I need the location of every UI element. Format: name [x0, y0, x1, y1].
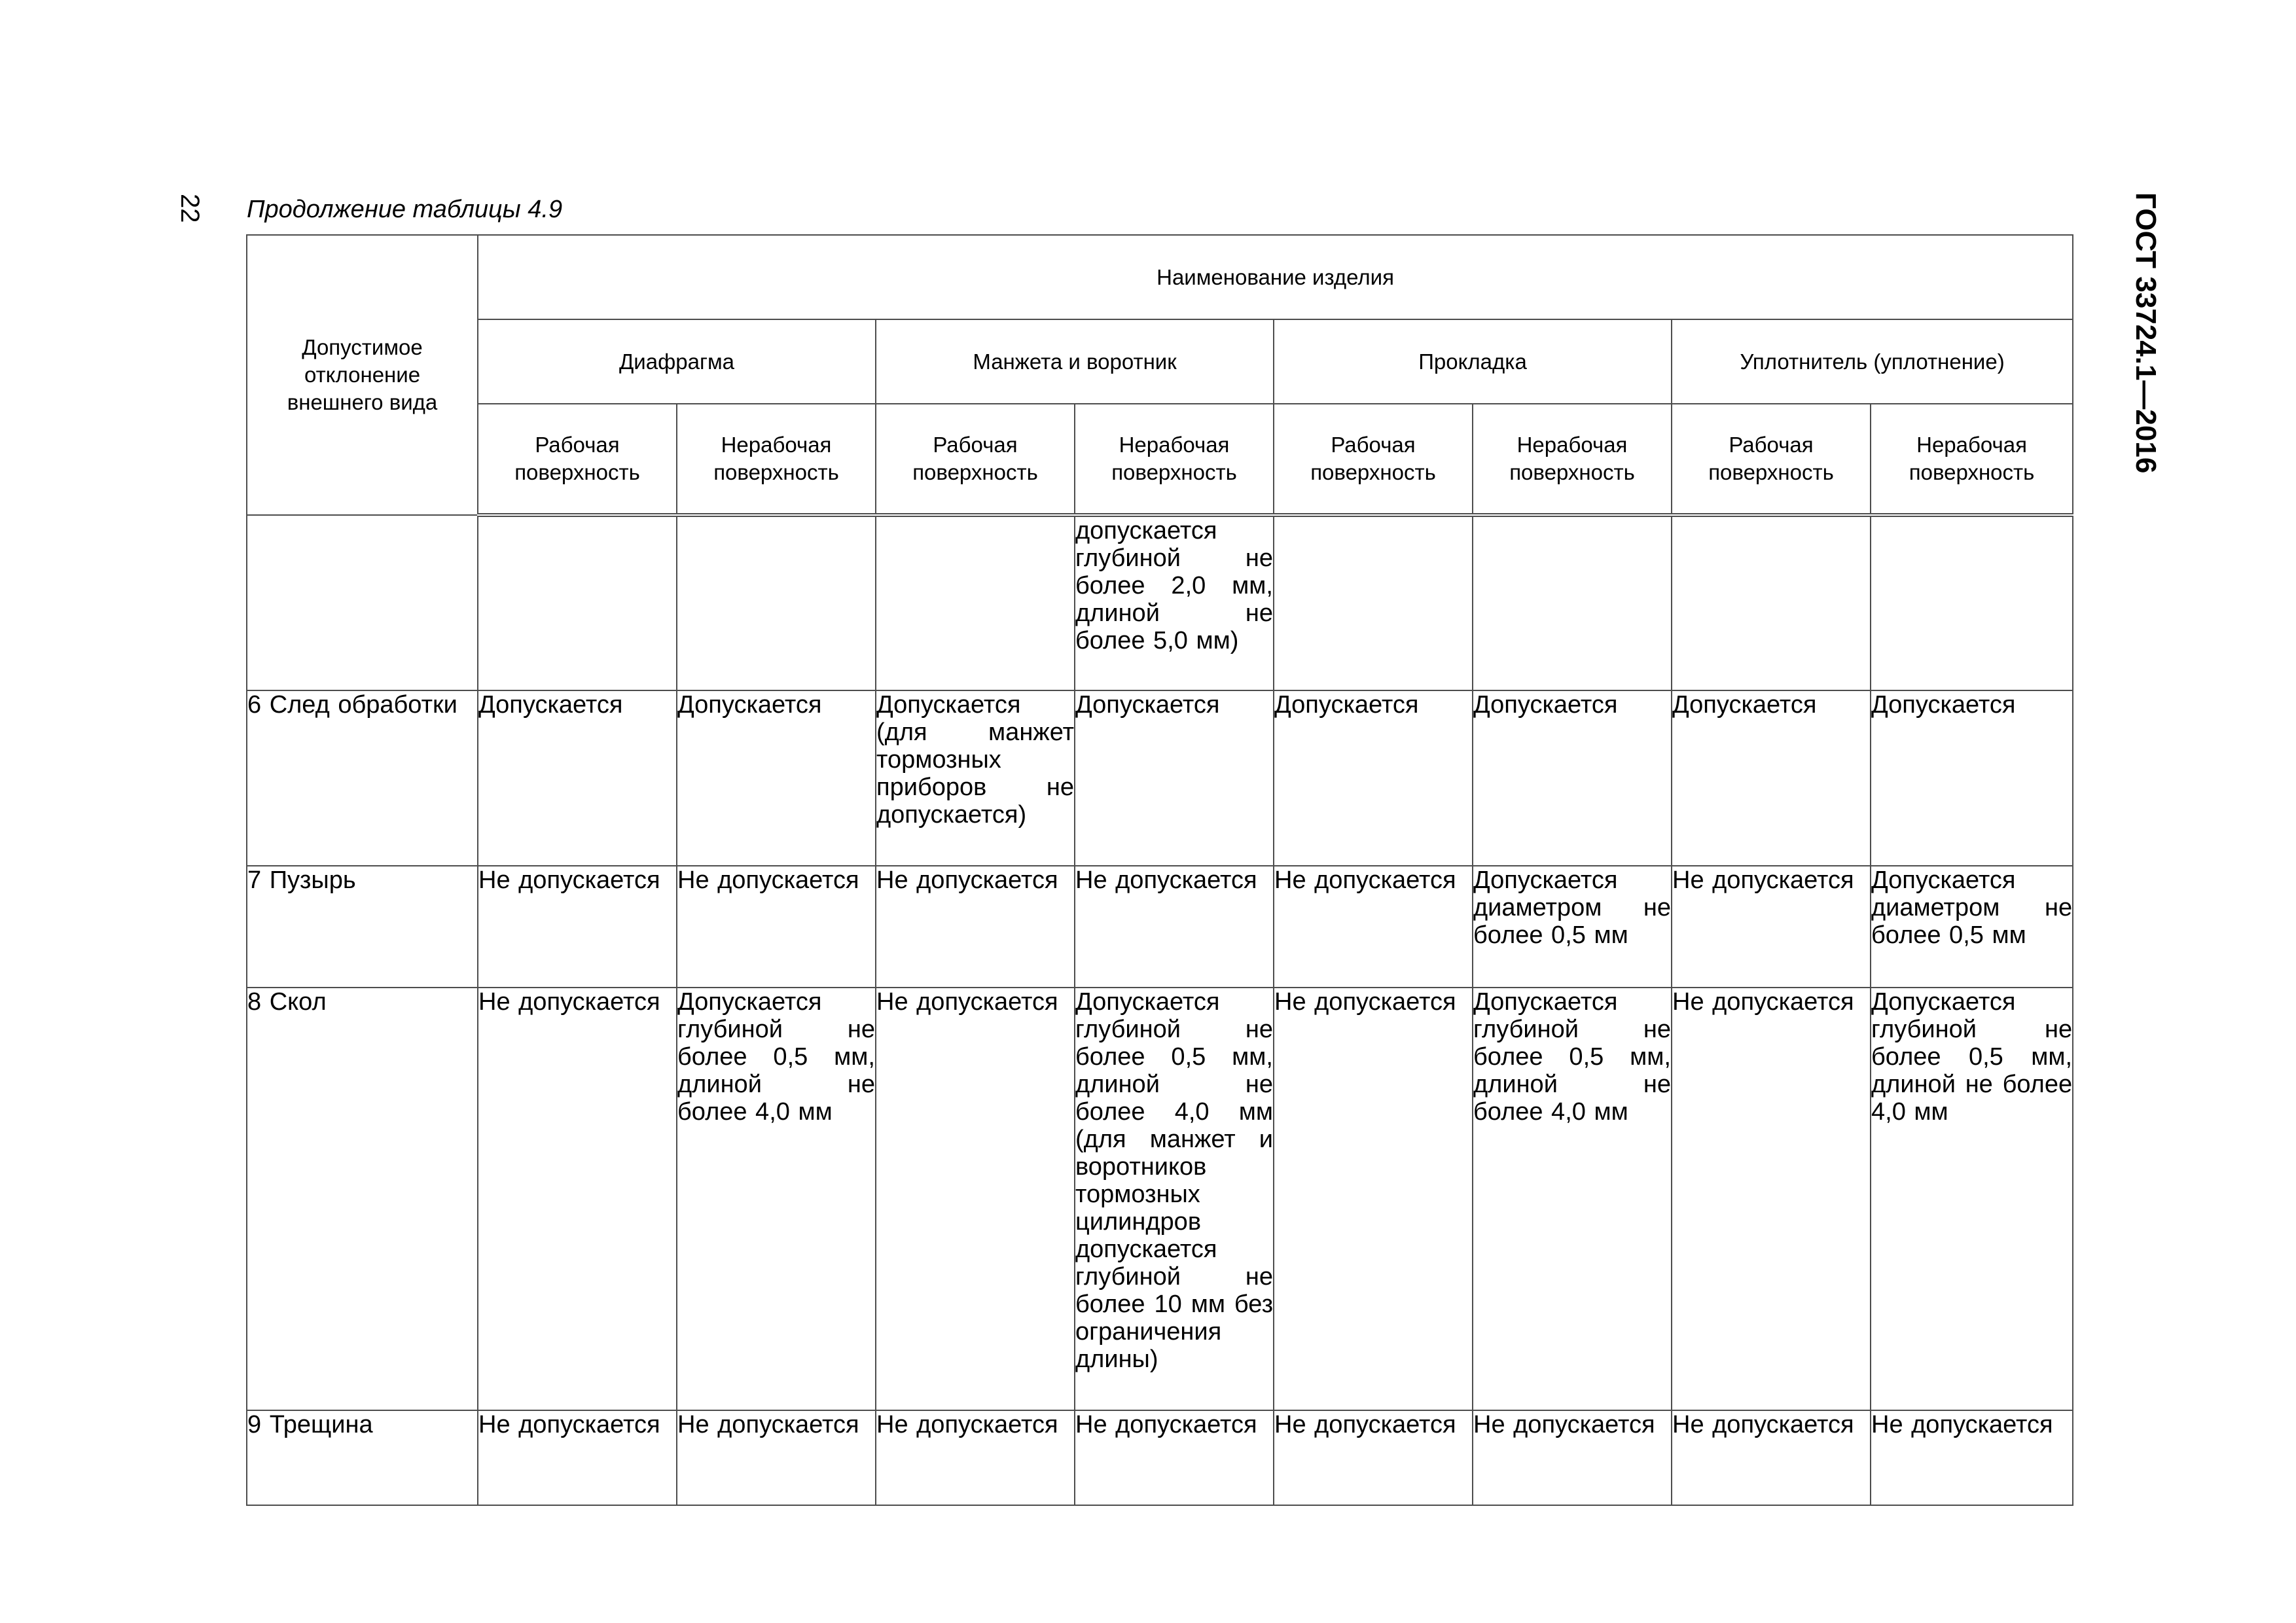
table-cell: Допускается	[1473, 690, 1672, 866]
surface-header-cell	[1473, 404, 1672, 515]
table-cell: Не допускается	[876, 866, 1075, 988]
table-cell: Не допускается	[478, 866, 677, 988]
product-header: Наименование изделия	[478, 235, 2073, 319]
table-cell	[1274, 515, 1473, 690]
deviation-label: 7 Пузырь	[247, 866, 478, 988]
table-cell	[478, 515, 677, 690]
table-cell: Не допускается	[478, 988, 677, 1410]
table-cell: Допускается	[1274, 690, 1473, 866]
surface-header-cell	[1274, 404, 1473, 515]
table-cell: Допускается глубиной не более 0,5 мм, длиной не более 4,0 мм	[1473, 988, 1672, 1410]
product-header-cell: Прокладка	[1274, 319, 1672, 404]
table-cell: Допускается (для манжет тормозных приборов не допускается)	[876, 690, 1075, 866]
table-cell: Допускается	[1871, 690, 2073, 866]
table-cell: Не допускается	[1075, 866, 1274, 988]
table-cell: Не допускается	[677, 866, 876, 988]
table-cell: Не допускается	[1672, 988, 1871, 1410]
table-row	[247, 866, 2073, 988]
table-cell	[1871, 515, 2073, 690]
surface-header-text: Рабочая поверхность	[1708, 433, 1834, 484]
table-caption: Продолжение таблицы 4.9	[247, 196, 563, 223]
surface-header-text: Рабочая поверхность	[514, 433, 640, 484]
corner-header-text: Допустимое отклонение внешнего вида	[287, 335, 438, 414]
table-row	[247, 988, 2073, 1410]
table-row	[247, 1410, 2073, 1505]
surface-header-text: Рабочая поверхность	[912, 433, 1038, 484]
surface-header-cell	[1075, 404, 1274, 515]
surface-header-text: Нерабочая поверхность	[1909, 433, 2035, 484]
table-cell: Допускается	[677, 690, 876, 866]
surface-header-text: Нерабочая поверхность	[1111, 433, 1237, 484]
table-row	[247, 690, 2073, 866]
table-cell	[876, 515, 1075, 690]
table-cell: Не допускается	[1274, 866, 1473, 988]
table-cell: Допускается глубиной не более 0,5 мм, длиной не более 4,0 мм	[677, 988, 876, 1410]
surface-header-text: Рабочая поверхность	[1310, 433, 1436, 484]
table-row	[247, 515, 2073, 690]
corner-header	[247, 235, 478, 515]
table-cell: Не допускается	[677, 1410, 876, 1505]
surface-header-text: Нерабочая поверхность	[713, 433, 839, 484]
product-header-cell: Манжета и воротник	[876, 319, 1274, 404]
table-cell	[1672, 515, 1871, 690]
deviation-label: 6 След обработки	[247, 690, 478, 866]
table-cell: Не допускается	[1274, 988, 1473, 1410]
table-cell: допускается глубиной не более 2,0 мм, длиной не более 5,0 мм)	[1075, 515, 1274, 690]
page-number: 22	[175, 194, 204, 223]
surface-header-cell	[1871, 404, 2073, 515]
deviation-table	[246, 234, 2073, 1506]
standard-code: ГОСТ 33724.1—2016	[2130, 192, 2162, 474]
table-cell: Не допускается	[1075, 1410, 1274, 1505]
deviation-label: 9 Трещина	[247, 1410, 478, 1505]
table-cell: Допускается глубиной не более 0,5 мм, длиной не более 4,0 мм (для манжет и воротников тормозных цилиндров допускается глубиной не более 10 мм без ограничения длины)	[1075, 988, 1274, 1410]
table-cell	[1473, 515, 1672, 690]
table-cell: Не допускается	[876, 1410, 1075, 1505]
table-cell: Не допускается	[876, 988, 1075, 1410]
table-cell: Допускается диаметром не более 0,5 мм	[1473, 866, 1672, 988]
table-cell: Не допускается	[1672, 1410, 1871, 1505]
table-cell	[677, 515, 876, 690]
deviation-label: 8 Скол	[247, 988, 478, 1410]
deviation-label	[247, 515, 478, 690]
table-cell: Не допускается	[1274, 1410, 1473, 1505]
surface-header-cell	[478, 404, 677, 515]
table-cell: Не допускается	[478, 1410, 677, 1505]
table-cell: Допускается диаметром не более 0,5 мм	[1871, 866, 2073, 988]
table-cell: Не допускается	[1871, 1410, 2073, 1505]
surface-header-text: Нерабочая поверхность	[1509, 433, 1635, 484]
surface-header-cell	[677, 404, 876, 515]
surface-header-cell	[1672, 404, 1871, 515]
table-cell: Допускается	[1672, 690, 1871, 866]
product-header-cell: Диафрагма	[478, 319, 876, 404]
table-cell: Допускается	[1075, 690, 1274, 866]
table-cell: Не допускается	[1473, 1410, 1672, 1505]
table-cell: Допускается	[478, 690, 677, 866]
surface-header-cell	[876, 404, 1075, 515]
table-cell: Не допускается	[1672, 866, 1871, 988]
product-header-cell: Уплотнитель (уплотнение)	[1672, 319, 2073, 404]
table-cell: Допускается глубиной не более 0,5 мм, длиной не более 4,0 мм	[1871, 988, 2073, 1410]
